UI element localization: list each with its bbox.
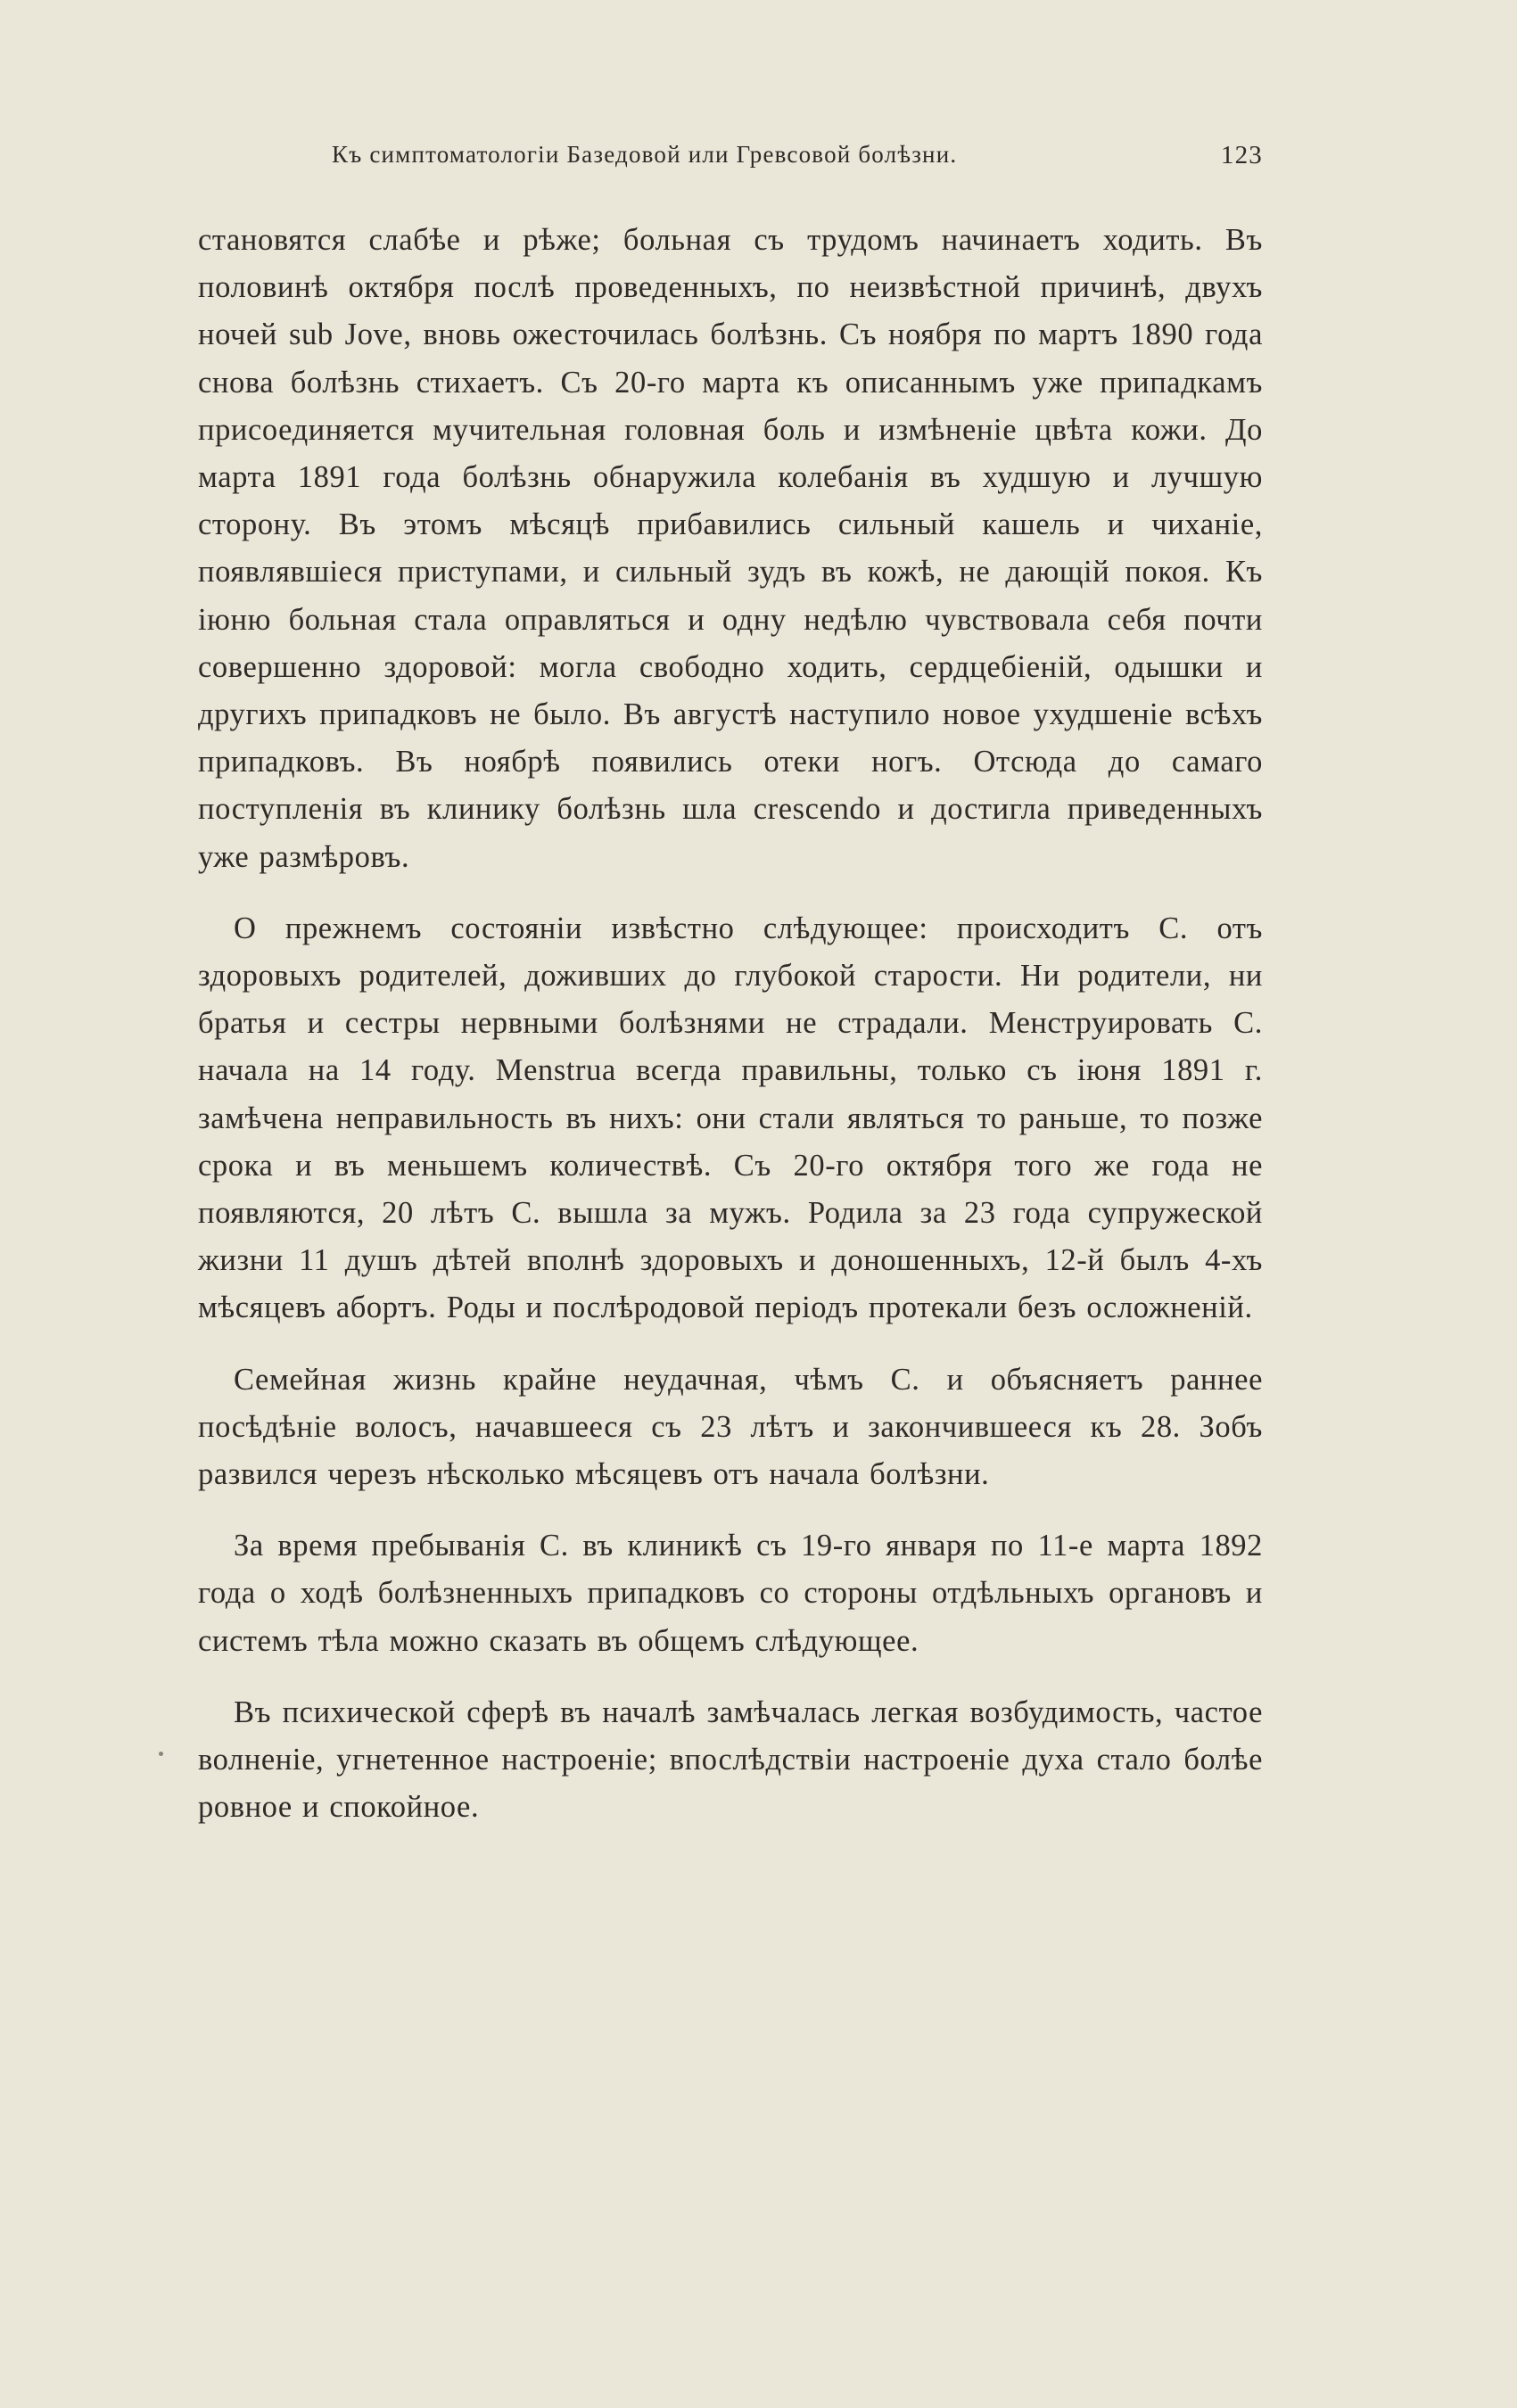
margin-speck — [159, 1752, 163, 1756]
page-number: 123 — [1220, 141, 1263, 169]
body-text — [198, 217, 1263, 1856]
running-title: Къ симптоматологіи Базедовой или Гревсовой болѣзни. — [332, 141, 958, 168]
paragraph: Семейная жизнь крайне неудачная, чѣмъ С. и объясняетъ раннее посѣдѣніе волосъ, начавшееся съ 23 лѣтъ и закончившееся къ 28. Зобъ развился черезъ нѣсколько мѣсяцевъ отъ начала болѣзни. — [198, 1362, 1263, 1492]
paragraph: Въ психической сферѣ въ началѣ замѣчалась легкая возбудимость, частое волненіе, угнетенное настроеніе; впослѣдствіи настроеніе духа стало болѣе ровное и спокойное. — [198, 1695, 1263, 1825]
paragraph: О прежнемъ состояніи извѣстно слѣдующее: происходитъ С. отъ здоровыхъ родителей, доживших до глубокой старости. Ни родители, ни братья и сестры нервными болѣзнями не страдали. Менструировать С. начала на 14 году. Menstrua всегда правильны, только съ іюня 1891 г. замѣчена неправильность въ нихъ: они стали являться то раньше, то позже срока и въ меньшемъ количествѣ. Съ 20-го октября того же года не появляются, 20 лѣтъ С. вышла за мужъ. Родила за 23 года супружеской жизни 11 душъ дѣтей вполнѣ здоровыхъ и доношенныхъ, 12-й былъ 4-хъ мѣсяцевъ абортъ. Роды и послѣродовой періодъ протекали безъ осложненій. — [198, 911, 1263, 1325]
running-head — [198, 141, 1263, 177]
paragraph: За время пребыванія С. въ клиникѣ съ 19-го января по 11-е марта 1892 года о ходѣ болѣзненныхъ припадковъ со стороны отдѣльныхъ органовъ и системъ тѣла можно сказать въ общемъ слѣдующее. — [198, 1529, 1263, 1658]
paragraph-continued: становятся слабѣе и рѣже; больная съ трудомъ начинаетъ ходить. Въ половинѣ октября послѣ проведенныхъ, по неизвѣстной причинѣ, двухъ ночей sub Jove, вновь ожесточилась болѣзнь. Съ ноября по мартъ 1890 года снова болѣзнь стихаетъ. Съ 20-го марта къ описаннымъ уже припадкамъ присоединяется мучительная головная боль и измѣненіе цвѣта кожи. До марта 1891 года болѣзнь обнаружила колебанія въ худшую и лучшую сторону. Въ этомъ мѣсяцѣ прибавились сильный кашель и чиханіе, появлявшіеся приступами, и сильный зудъ въ кожѣ, не дающій покоя. Къ іюню больная стала оправляться и одну недѣлю чувствовала себя почти совершенно здоровой: могла свободно ходить, сердцебіеній, одышки и другихъ припадковъ не было. Въ августѣ наступило новое ухудшеніе всѣхъ припадковъ. Въ ноябрѣ появились отеки ногъ. Отсюда до самаго поступленія въ клинику болѣзнь шла crescendo и достигла приведенныхъ уже размѣровъ. — [198, 223, 1263, 874]
